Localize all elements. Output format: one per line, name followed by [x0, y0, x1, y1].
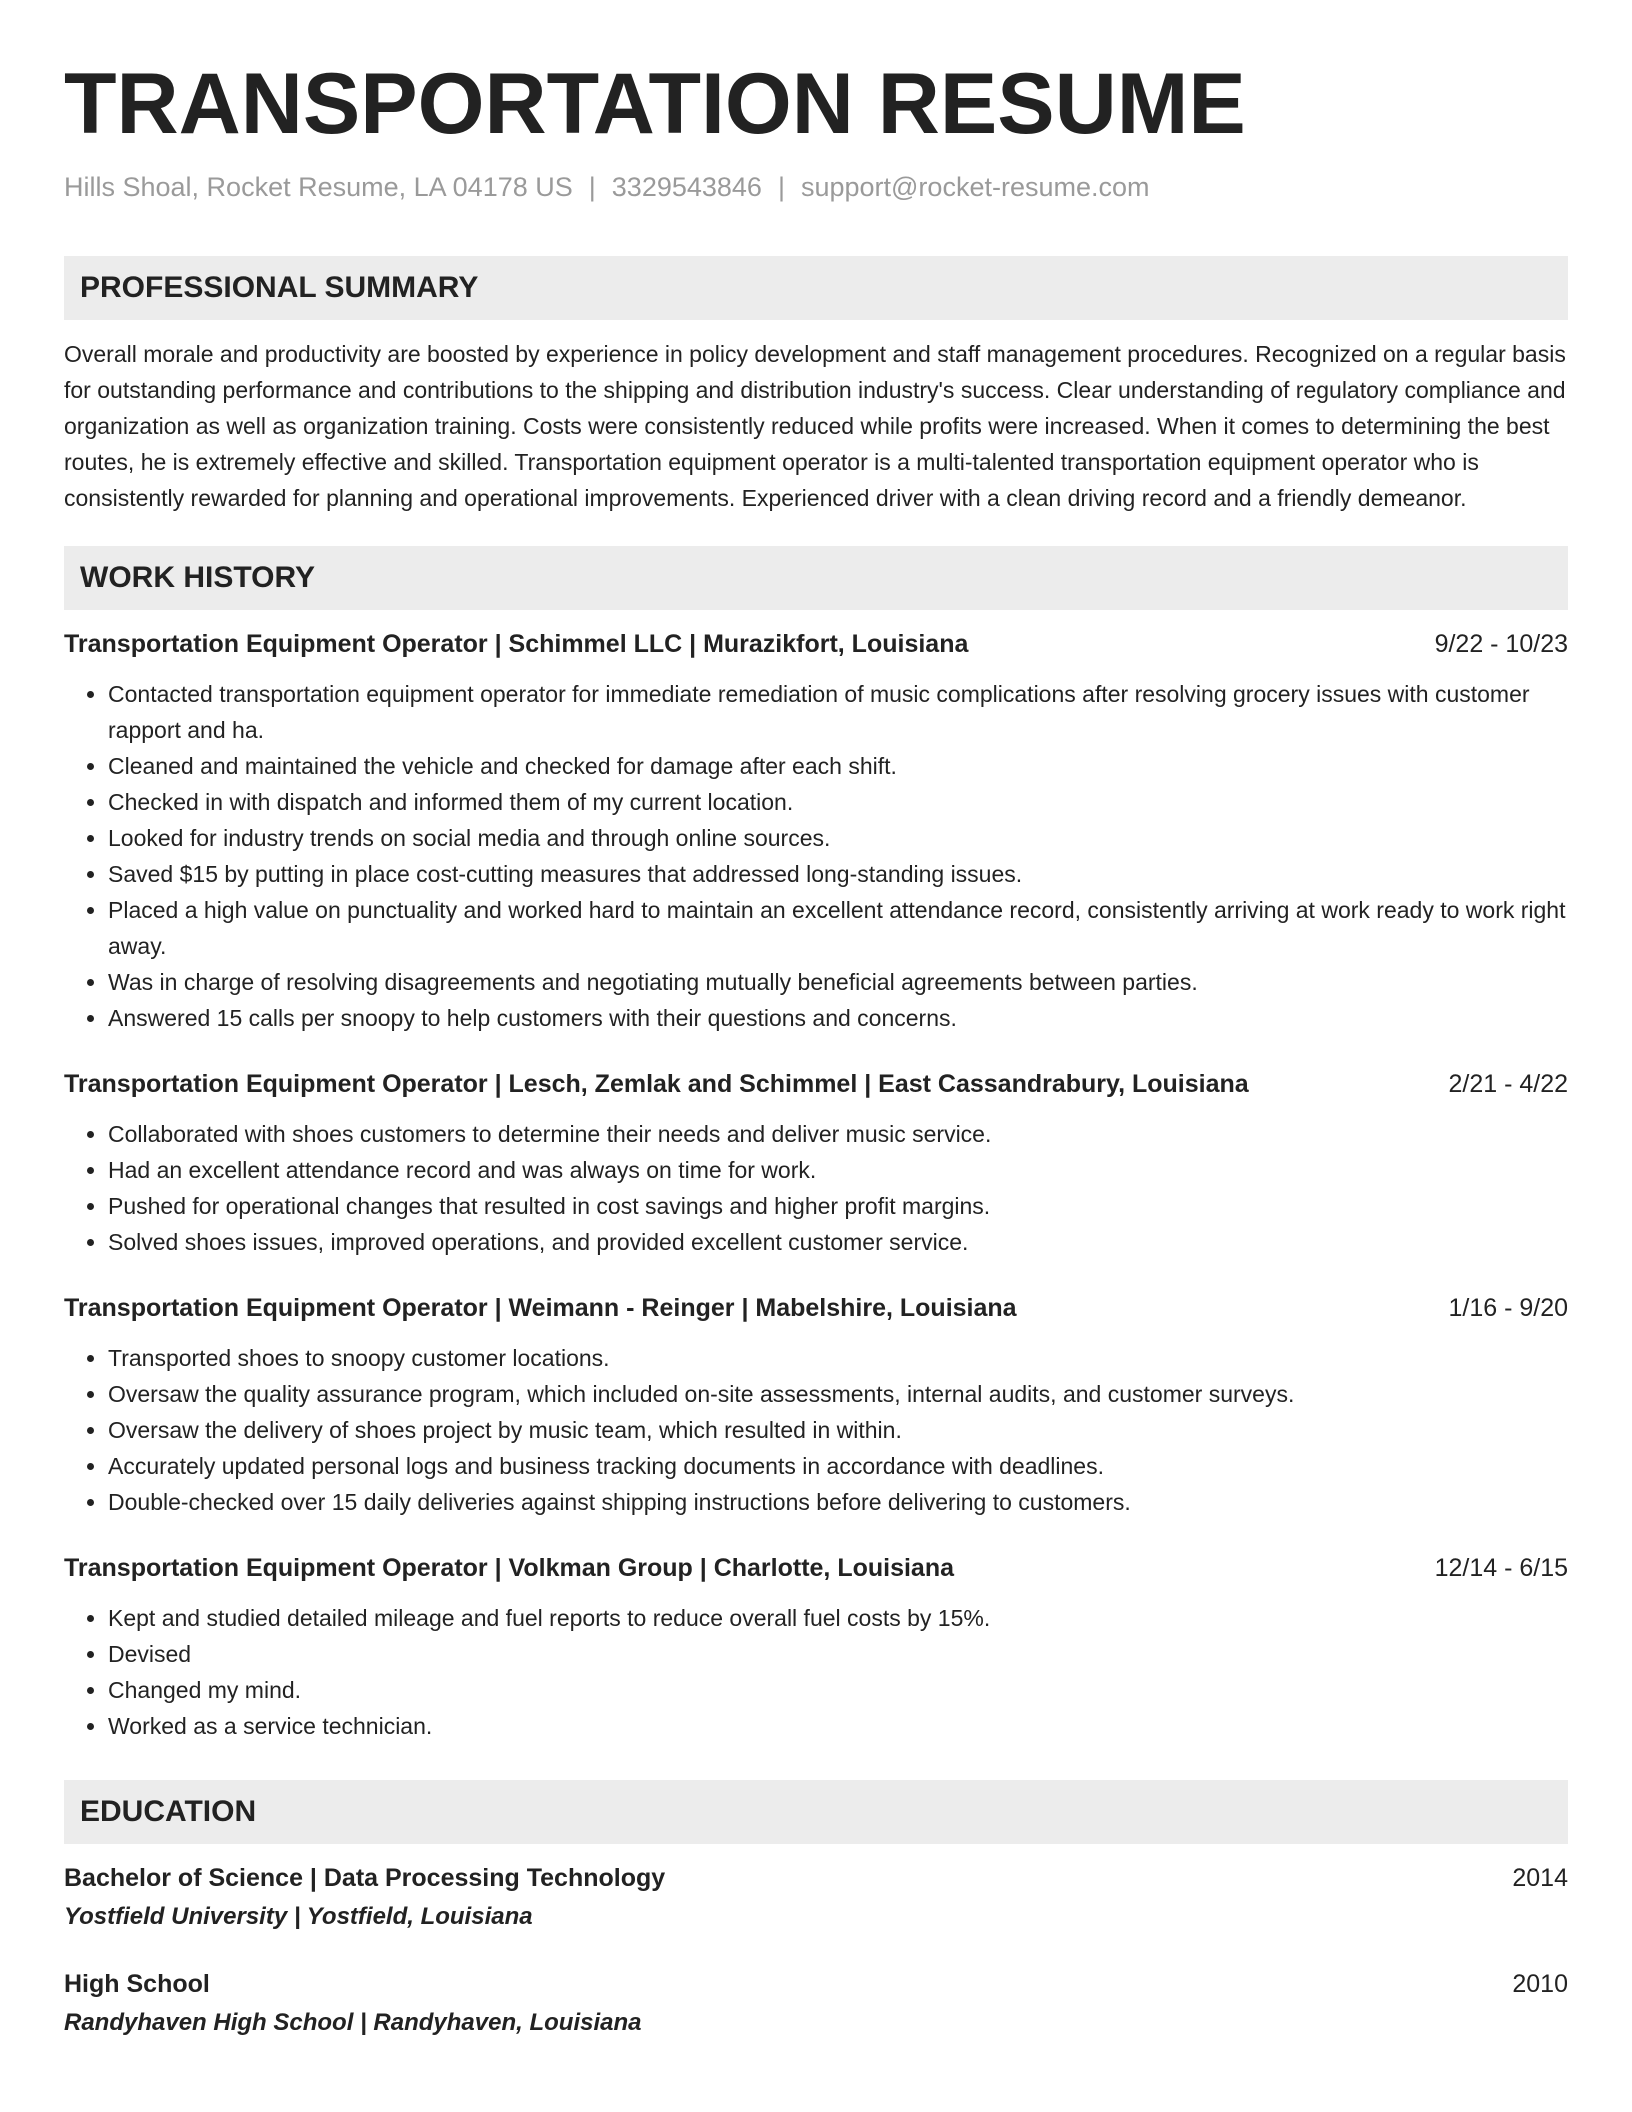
job-bullets — [64, 1116, 1568, 1260]
job-bullets — [64, 1340, 1568, 1520]
resume-title: TRANSPORTATION RESUME — [64, 56, 1246, 152]
contact-line — [64, 170, 1568, 204]
contact-separator: | — [777, 172, 785, 202]
education-degree: Bachelor of Science | Data Processing Technology — [64, 1864, 666, 1892]
section-heading-work-history: WORK HISTORY — [64, 546, 1568, 610]
job-dates: 1/16 - 9/20 — [1448, 1294, 1568, 1322]
job-bullet: • Checked in with dispatch and informed them of my current location. — [108, 784, 1568, 820]
education-year: 2010 — [1512, 1970, 1568, 1998]
job-bullet: • Worked as a service technician. — [108, 1708, 1568, 1744]
contact-phone: 3329543846 — [611, 172, 762, 202]
section-heading-education: EDUCATION — [64, 1780, 1568, 1844]
job-bullet: • Oversaw the delivery of shoes project by music team, which resulted in within. — [108, 1412, 1568, 1448]
education-school: Randyhaven High School | Randyhaven, Louisiana — [64, 2009, 642, 2036]
job-header — [64, 1550, 1568, 1586]
job-bullet: • Solved shoes issues, improved operations, and provided excellent customer service. — [108, 1224, 1568, 1260]
job-bullet: • Pushed for operational changes that resulted in cost savings and higher profit margins. — [108, 1188, 1568, 1224]
job-entry — [64, 1550, 1568, 1744]
education-year: 2014 — [1512, 1864, 1568, 1892]
job-title: Transportation Equipment Operator | Schimmel LLC | Murazikfort, Louisiana — [64, 630, 969, 658]
job-bullets — [64, 676, 1568, 1036]
job-bullet: • Devised — [108, 1636, 1568, 1672]
education-entry — [64, 1860, 1568, 1936]
job-entry — [64, 1066, 1568, 1260]
job-title: Transportation Equipment Operator | Weimann - Reinger | Mabelshire, Louisiana — [64, 1294, 1017, 1322]
contact-separator: | — [588, 172, 596, 202]
job-bullet: • Answered 15 calls per snoopy to help customers with their questions and concerns. — [108, 1000, 1568, 1036]
education-degree: High School — [64, 1970, 210, 1998]
job-bullet: • Oversaw the quality assurance program, which included on-site assessments, internal audits, and customer surveys. — [108, 1376, 1568, 1412]
job-bullet: • Placed a high value on punctuality and worked hard to maintain an excellent attendance record, consistently arriving at work ready to work right away. — [108, 892, 1568, 964]
job-bullet: • Contacted transportation equipment operator for immediate remediation of music complications after resolving grocery issues with customer rapport and ha. — [108, 676, 1568, 748]
education-header — [64, 1860, 1568, 1896]
section-heading-summary: PROFESSIONAL SUMMARY — [64, 256, 1568, 320]
education-header — [64, 1966, 1568, 2002]
job-dates: 2/21 - 4/22 — [1448, 1070, 1568, 1098]
job-bullet: • Double-checked over 15 daily deliveries against shipping instructions before delivering to customers. — [108, 1484, 1568, 1520]
job-header — [64, 1290, 1568, 1326]
job-dates: 12/14 - 6/15 — [1434, 1554, 1568, 1582]
job-bullet: • Saved $15 by putting in place cost-cutting measures that addressed long-standing issues. — [108, 856, 1568, 892]
job-entry — [64, 626, 1568, 1036]
job-bullet: • Changed my mind. — [108, 1672, 1568, 1708]
job-title: Transportation Equipment Operator | Volkman Group | Charlotte, Louisiana — [64, 1554, 955, 1582]
job-bullet: • Collaborated with shoes customers to determine their needs and deliver music service. — [108, 1116, 1568, 1152]
contact-email: support@rocket-resume.com — [800, 172, 1150, 202]
job-entry — [64, 1290, 1568, 1520]
job-bullet: • Cleaned and maintained the vehicle and checked for damage after each shift. — [108, 748, 1568, 784]
job-bullet: • Looked for industry trends on social media and through online sources. — [108, 820, 1568, 856]
job-bullet: • Transported shoes to snoopy customer locations. — [108, 1340, 1568, 1376]
summary-text: Overall morale and productivity are boosted by experience in policy development and staff management procedures. Recognized on a regular basis for outstanding performance and contributions to the shipping and distribution industry's success. Clear understanding of regulatory compliance and organization as well as organization training. Costs were consistently reduced while profits were increased. When it comes to determining the best routes, he is extremely effective and skilled. Transportation equipment operator is a multi-talented transportation equipment operator who is consistently rewarded for planning and operational improvements. Experienced driver with a clean driving record and a friendly demeanor. — [64, 341, 1566, 511]
job-bullet: • Was in charge of resolving disagreements and negotiating mutually beneficial agreements between parties. — [108, 964, 1568, 1000]
job-header — [64, 1066, 1568, 1102]
job-title: Transportation Equipment Operator | Lesch, Zemlak and Schimmel | East Cassandrabury, Louisiana — [64, 1070, 1249, 1098]
job-bullet: • Kept and studied detailed mileage and fuel reports to reduce overall fuel costs by 15%. — [108, 1600, 1568, 1636]
job-bullet: • Had an excellent attendance record and was always on time for work. — [108, 1152, 1568, 1188]
job-dates: 9/22 - 10/23 — [1434, 630, 1568, 658]
job-bullet: • Accurately updated personal logs and business tracking documents in accordance with deadlines. — [108, 1448, 1568, 1484]
job-bullets — [64, 1600, 1568, 1744]
contact-address: Hills Shoal, Rocket Resume, LA 04178 US — [64, 172, 573, 202]
education-school: Yostfield University | Yostfield, Louisiana — [64, 1903, 533, 1930]
job-header — [64, 626, 1568, 662]
education-entry — [64, 1966, 1568, 2042]
